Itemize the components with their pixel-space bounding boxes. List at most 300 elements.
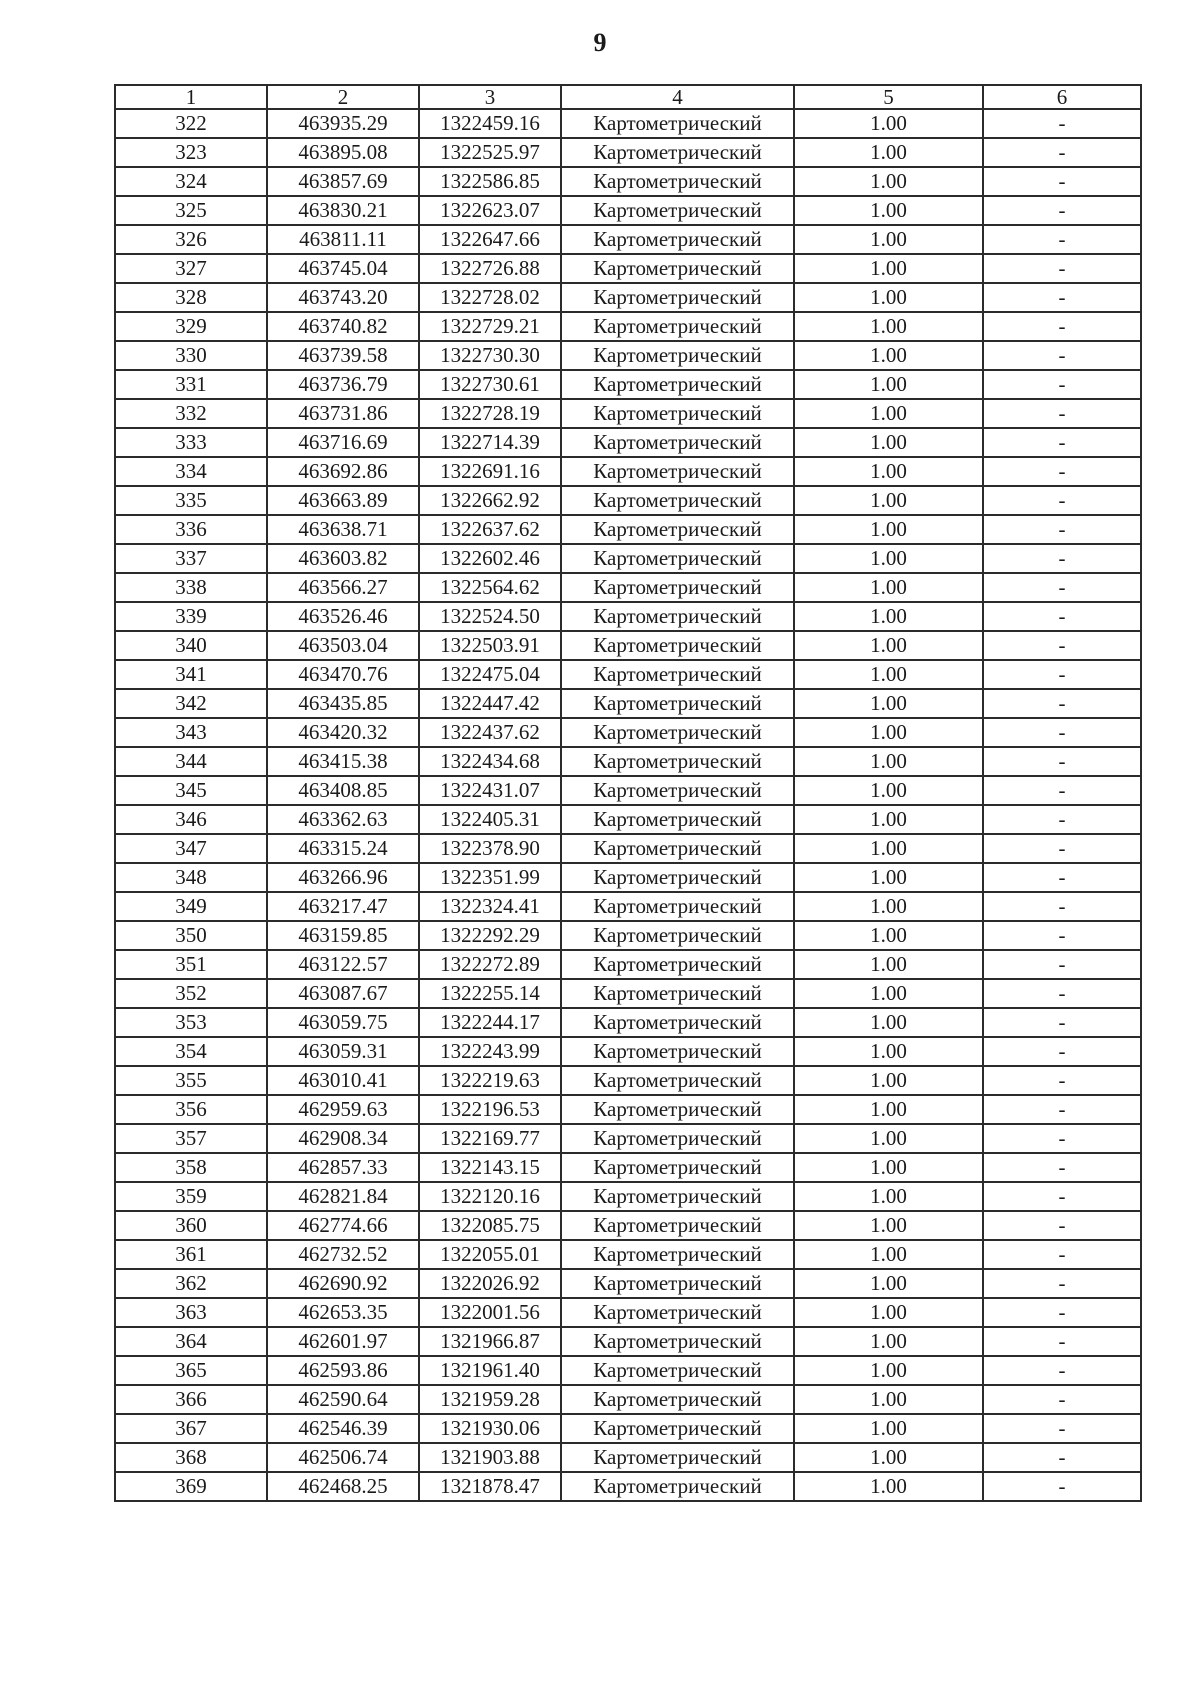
- table-row: [115, 689, 1141, 718]
- point-number-cell: 345: [115, 776, 267, 805]
- y-coordinate-cell: 1322730.30: [419, 341, 561, 370]
- y-coordinate-cell: 1322730.61: [419, 370, 561, 399]
- x-coordinate-cell: 463736.79: [267, 370, 419, 399]
- description-cell: -: [983, 921, 1141, 950]
- description-cell: -: [983, 225, 1141, 254]
- method-cell: Картометрический: [561, 370, 794, 399]
- y-coordinate-cell: 1322728.19: [419, 399, 561, 428]
- x-coordinate-cell: 462546.39: [267, 1414, 419, 1443]
- x-coordinate-cell: 463408.85: [267, 776, 419, 805]
- y-coordinate-cell: 1322564.62: [419, 573, 561, 602]
- x-coordinate-cell: 462468.25: [267, 1472, 419, 1501]
- accuracy-cell: 1.00: [794, 1153, 983, 1182]
- point-number-cell: 360: [115, 1211, 267, 1240]
- description-cell: -: [983, 573, 1141, 602]
- point-number-cell: 336: [115, 515, 267, 544]
- method-cell: Картометрический: [561, 1327, 794, 1356]
- column-header-3: 3: [419, 85, 561, 109]
- x-coordinate-cell: 463895.08: [267, 138, 419, 167]
- method-cell: Картометрический: [561, 863, 794, 892]
- accuracy-cell: 1.00: [794, 1414, 983, 1443]
- x-coordinate-cell: 462908.34: [267, 1124, 419, 1153]
- x-coordinate-cell: 462601.97: [267, 1327, 419, 1356]
- table-row: [115, 1356, 1141, 1385]
- point-number-cell: 349: [115, 892, 267, 921]
- method-cell: Картометрический: [561, 225, 794, 254]
- point-number-cell: 355: [115, 1066, 267, 1095]
- method-cell: Картометрический: [561, 138, 794, 167]
- table-row: [115, 1443, 1141, 1472]
- point-number-cell: 361: [115, 1240, 267, 1269]
- accuracy-cell: 1.00: [794, 1095, 983, 1124]
- accuracy-cell: 1.00: [794, 341, 983, 370]
- y-coordinate-cell: 1322728.02: [419, 283, 561, 312]
- y-coordinate-cell: 1322431.07: [419, 776, 561, 805]
- x-coordinate-cell: 463010.41: [267, 1066, 419, 1095]
- y-coordinate-cell: 1322459.16: [419, 109, 561, 138]
- accuracy-cell: 1.00: [794, 747, 983, 776]
- table-row: [115, 109, 1141, 138]
- x-coordinate-cell: 463663.89: [267, 486, 419, 515]
- description-cell: -: [983, 776, 1141, 805]
- y-coordinate-cell: 1321961.40: [419, 1356, 561, 1385]
- y-coordinate-cell: 1322272.89: [419, 950, 561, 979]
- description-cell: -: [983, 1095, 1141, 1124]
- table-row: [115, 950, 1141, 979]
- description-cell: -: [983, 805, 1141, 834]
- table-row: [115, 428, 1141, 457]
- table-row: [115, 283, 1141, 312]
- accuracy-cell: 1.00: [794, 1356, 983, 1385]
- page-number: 9: [593, 28, 607, 57]
- table-row: [115, 1008, 1141, 1037]
- method-cell: Картометрический: [561, 660, 794, 689]
- method-cell: Картометрический: [561, 1298, 794, 1327]
- table-row: [115, 1240, 1141, 1269]
- method-cell: Картометрический: [561, 1472, 794, 1501]
- y-coordinate-cell: 1322196.53: [419, 1095, 561, 1124]
- accuracy-cell: 1.00: [794, 370, 983, 399]
- y-coordinate-cell: 1322623.07: [419, 196, 561, 225]
- table-row: [115, 138, 1141, 167]
- x-coordinate-cell: 463526.46: [267, 602, 419, 631]
- method-cell: Картометрический: [561, 1414, 794, 1443]
- y-coordinate-cell: 1322637.62: [419, 515, 561, 544]
- accuracy-cell: 1.00: [794, 1327, 983, 1356]
- accuracy-cell: 1.00: [794, 1037, 983, 1066]
- table-row: [115, 254, 1141, 283]
- table-row: [115, 341, 1141, 370]
- method-cell: Картометрический: [561, 1269, 794, 1298]
- method-cell: Картометрический: [561, 979, 794, 1008]
- accuracy-cell: 1.00: [794, 1298, 983, 1327]
- y-coordinate-cell: 1322026.92: [419, 1269, 561, 1298]
- table-body: [115, 85, 1141, 1501]
- method-cell: Картометрический: [561, 109, 794, 138]
- table-row: [115, 834, 1141, 863]
- accuracy-cell: 1.00: [794, 776, 983, 805]
- accuracy-cell: 1.00: [794, 660, 983, 689]
- point-number-cell: 354: [115, 1037, 267, 1066]
- description-cell: -: [983, 1066, 1141, 1095]
- x-coordinate-cell: 462821.84: [267, 1182, 419, 1211]
- y-coordinate-cell: 1322243.99: [419, 1037, 561, 1066]
- x-coordinate-cell: 463470.76: [267, 660, 419, 689]
- accuracy-cell: 1.00: [794, 1008, 983, 1037]
- table-row: [115, 196, 1141, 225]
- method-cell: Картометрический: [561, 167, 794, 196]
- table-row: [115, 1095, 1141, 1124]
- y-coordinate-cell: 1322351.99: [419, 863, 561, 892]
- accuracy-cell: 1.00: [794, 1385, 983, 1414]
- point-number-cell: 322: [115, 109, 267, 138]
- method-cell: Картометрический: [561, 718, 794, 747]
- accuracy-cell: 1.00: [794, 196, 983, 225]
- y-coordinate-cell: 1322055.01: [419, 1240, 561, 1269]
- y-coordinate-cell: 1322292.29: [419, 921, 561, 950]
- table-row: [115, 1327, 1141, 1356]
- description-cell: -: [983, 979, 1141, 1008]
- accuracy-cell: 1.00: [794, 602, 983, 631]
- accuracy-cell: 1.00: [794, 631, 983, 660]
- point-number-cell: 353: [115, 1008, 267, 1037]
- x-coordinate-cell: 463435.85: [267, 689, 419, 718]
- table-row: [115, 1066, 1141, 1095]
- method-cell: Картометрический: [561, 312, 794, 341]
- accuracy-cell: 1.00: [794, 457, 983, 486]
- method-cell: Картометрический: [561, 573, 794, 602]
- description-cell: -: [983, 341, 1141, 370]
- method-cell: Картометрический: [561, 1443, 794, 1472]
- column-header-4: 4: [561, 85, 794, 109]
- point-number-cell: 366: [115, 1385, 267, 1414]
- accuracy-cell: 1.00: [794, 138, 983, 167]
- y-coordinate-cell: 1322219.63: [419, 1066, 561, 1095]
- accuracy-cell: 1.00: [794, 718, 983, 747]
- table-row: [115, 515, 1141, 544]
- accuracy-cell: 1.00: [794, 109, 983, 138]
- method-cell: Картометрический: [561, 1124, 794, 1153]
- description-cell: -: [983, 283, 1141, 312]
- x-coordinate-cell: 463159.85: [267, 921, 419, 950]
- method-cell: Картометрический: [561, 428, 794, 457]
- table-row: [115, 1124, 1141, 1153]
- description-cell: -: [983, 631, 1141, 660]
- description-cell: -: [983, 1240, 1141, 1269]
- method-cell: Картометрический: [561, 776, 794, 805]
- method-cell: Картометрический: [561, 1008, 794, 1037]
- y-coordinate-cell: 1321966.87: [419, 1327, 561, 1356]
- table-row: [115, 486, 1141, 515]
- method-cell: Картометрический: [561, 834, 794, 863]
- description-cell: -: [983, 1153, 1141, 1182]
- point-number-cell: 335: [115, 486, 267, 515]
- method-cell: Картометрический: [561, 805, 794, 834]
- method-cell: Картометрический: [561, 602, 794, 631]
- method-cell: Картометрический: [561, 399, 794, 428]
- accuracy-cell: 1.00: [794, 1240, 983, 1269]
- x-coordinate-cell: 463059.75: [267, 1008, 419, 1037]
- description-cell: -: [983, 254, 1141, 283]
- description-cell: -: [983, 312, 1141, 341]
- table-row: [115, 747, 1141, 776]
- description-cell: -: [983, 399, 1141, 428]
- description-cell: -: [983, 515, 1141, 544]
- table-row: [115, 167, 1141, 196]
- point-number-cell: 340: [115, 631, 267, 660]
- method-cell: Картометрический: [561, 1240, 794, 1269]
- accuracy-cell: 1.00: [794, 921, 983, 950]
- x-coordinate-cell: 462593.86: [267, 1356, 419, 1385]
- accuracy-cell: 1.00: [794, 399, 983, 428]
- point-number-cell: 332: [115, 399, 267, 428]
- x-coordinate-cell: 463743.20: [267, 283, 419, 312]
- y-coordinate-cell: 1321903.88: [419, 1443, 561, 1472]
- accuracy-cell: 1.00: [794, 805, 983, 834]
- x-coordinate-cell: 463266.96: [267, 863, 419, 892]
- x-coordinate-cell: 462959.63: [267, 1095, 419, 1124]
- description-cell: -: [983, 1037, 1141, 1066]
- accuracy-cell: 1.00: [794, 1182, 983, 1211]
- y-coordinate-cell: 1322726.88: [419, 254, 561, 283]
- description-cell: -: [983, 544, 1141, 573]
- table-row: [115, 979, 1141, 1008]
- table-row: [115, 863, 1141, 892]
- y-coordinate-cell: 1321878.47: [419, 1472, 561, 1501]
- x-coordinate-cell: 463603.82: [267, 544, 419, 573]
- description-cell: -: [983, 660, 1141, 689]
- point-number-cell: 365: [115, 1356, 267, 1385]
- description-cell: -: [983, 1269, 1141, 1298]
- y-coordinate-cell: 1322503.91: [419, 631, 561, 660]
- method-cell: Картометрический: [561, 1153, 794, 1182]
- y-coordinate-cell: 1322602.46: [419, 544, 561, 573]
- method-cell: Картометрический: [561, 921, 794, 950]
- description-cell: -: [983, 1443, 1141, 1472]
- coordinates-table: [114, 84, 1142, 1502]
- method-cell: Картометрический: [561, 457, 794, 486]
- accuracy-cell: 1.00: [794, 1211, 983, 1240]
- table-row: [115, 457, 1141, 486]
- point-number-cell: 325: [115, 196, 267, 225]
- point-number-cell: 324: [115, 167, 267, 196]
- accuracy-cell: 1.00: [794, 573, 983, 602]
- column-header-2: 2: [267, 85, 419, 109]
- y-coordinate-cell: 1322524.50: [419, 602, 561, 631]
- y-coordinate-cell: 1322085.75: [419, 1211, 561, 1240]
- point-number-cell: 369: [115, 1472, 267, 1501]
- x-coordinate-cell: 462590.64: [267, 1385, 419, 1414]
- accuracy-cell: 1.00: [794, 863, 983, 892]
- x-coordinate-cell: 463692.86: [267, 457, 419, 486]
- table-row: [115, 225, 1141, 254]
- description-cell: -: [983, 602, 1141, 631]
- description-cell: -: [983, 747, 1141, 776]
- y-coordinate-cell: 1322001.56: [419, 1298, 561, 1327]
- x-coordinate-cell: 463731.86: [267, 399, 419, 428]
- accuracy-cell: 1.00: [794, 892, 983, 921]
- x-coordinate-cell: 463420.32: [267, 718, 419, 747]
- point-number-cell: 358: [115, 1153, 267, 1182]
- description-cell: -: [983, 1182, 1141, 1211]
- point-number-cell: 356: [115, 1095, 267, 1124]
- table-row: [115, 805, 1141, 834]
- accuracy-cell: 1.00: [794, 834, 983, 863]
- y-coordinate-cell: 1322405.31: [419, 805, 561, 834]
- method-cell: Картометрический: [561, 515, 794, 544]
- accuracy-cell: 1.00: [794, 1066, 983, 1095]
- description-cell: -: [983, 863, 1141, 892]
- point-number-cell: 368: [115, 1443, 267, 1472]
- y-coordinate-cell: 1322647.66: [419, 225, 561, 254]
- description-cell: -: [983, 689, 1141, 718]
- description-cell: -: [983, 370, 1141, 399]
- y-coordinate-cell: 1322525.97: [419, 138, 561, 167]
- point-number-cell: 339: [115, 602, 267, 631]
- x-coordinate-cell: 463566.27: [267, 573, 419, 602]
- point-number-cell: 367: [115, 1414, 267, 1443]
- description-cell: -: [983, 950, 1141, 979]
- x-coordinate-cell: 462774.66: [267, 1211, 419, 1240]
- method-cell: Картометрический: [561, 1211, 794, 1240]
- description-cell: -: [983, 1356, 1141, 1385]
- point-number-cell: 342: [115, 689, 267, 718]
- x-coordinate-cell: 463638.71: [267, 515, 419, 544]
- description-cell: -: [983, 428, 1141, 457]
- x-coordinate-cell: 463122.57: [267, 950, 419, 979]
- method-cell: Картометрический: [561, 1095, 794, 1124]
- method-cell: Картометрический: [561, 1066, 794, 1095]
- point-number-cell: 363: [115, 1298, 267, 1327]
- method-cell: Картометрический: [561, 747, 794, 776]
- description-cell: -: [983, 1414, 1141, 1443]
- column-header-5: 5: [794, 85, 983, 109]
- method-cell: Картометрический: [561, 254, 794, 283]
- y-coordinate-cell: 1322662.92: [419, 486, 561, 515]
- accuracy-cell: 1.00: [794, 544, 983, 573]
- accuracy-cell: 1.00: [794, 1269, 983, 1298]
- column-header-6: 6: [983, 85, 1141, 109]
- y-coordinate-cell: 1322244.17: [419, 1008, 561, 1037]
- description-cell: -: [983, 1472, 1141, 1501]
- point-number-cell: 350: [115, 921, 267, 950]
- point-number-cell: 359: [115, 1182, 267, 1211]
- y-coordinate-cell: 1322120.16: [419, 1182, 561, 1211]
- method-cell: Картометрический: [561, 950, 794, 979]
- point-number-cell: 330: [115, 341, 267, 370]
- x-coordinate-cell: 463217.47: [267, 892, 419, 921]
- point-number-cell: 337: [115, 544, 267, 573]
- x-coordinate-cell: 463415.38: [267, 747, 419, 776]
- point-number-cell: 347: [115, 834, 267, 863]
- table-row: [115, 312, 1141, 341]
- x-coordinate-cell: 463315.24: [267, 834, 419, 863]
- x-coordinate-cell: 463745.04: [267, 254, 419, 283]
- y-coordinate-cell: 1322434.68: [419, 747, 561, 776]
- description-cell: -: [983, 109, 1141, 138]
- description-cell: -: [983, 1124, 1141, 1153]
- point-number-cell: 344: [115, 747, 267, 776]
- point-number-cell: 348: [115, 863, 267, 892]
- x-coordinate-cell: 462653.35: [267, 1298, 419, 1327]
- description-cell: -: [983, 167, 1141, 196]
- y-coordinate-cell: 1322378.90: [419, 834, 561, 863]
- point-number-cell: 323: [115, 138, 267, 167]
- y-coordinate-cell: 1321930.06: [419, 1414, 561, 1443]
- description-cell: -: [983, 834, 1141, 863]
- table-row: [115, 1472, 1141, 1501]
- accuracy-cell: 1.00: [794, 1472, 983, 1501]
- description-cell: -: [983, 892, 1141, 921]
- y-coordinate-cell: 1322691.16: [419, 457, 561, 486]
- x-coordinate-cell: 463739.58: [267, 341, 419, 370]
- description-cell: -: [983, 718, 1141, 747]
- table-row: [115, 1269, 1141, 1298]
- accuracy-cell: 1.00: [794, 689, 983, 718]
- description-cell: -: [983, 138, 1141, 167]
- table-row: [115, 776, 1141, 805]
- accuracy-cell: 1.00: [794, 950, 983, 979]
- accuracy-cell: 1.00: [794, 515, 983, 544]
- accuracy-cell: 1.00: [794, 486, 983, 515]
- accuracy-cell: 1.00: [794, 254, 983, 283]
- description-cell: -: [983, 1327, 1141, 1356]
- table-row: [115, 1298, 1141, 1327]
- table-row: [115, 544, 1141, 573]
- description-cell: -: [983, 486, 1141, 515]
- point-number-cell: 343: [115, 718, 267, 747]
- accuracy-cell: 1.00: [794, 225, 983, 254]
- point-number-cell: 326: [115, 225, 267, 254]
- point-number-cell: 329: [115, 312, 267, 341]
- x-coordinate-cell: 463087.67: [267, 979, 419, 1008]
- accuracy-cell: 1.00: [794, 979, 983, 1008]
- accuracy-cell: 1.00: [794, 312, 983, 341]
- column-header-1: 1: [115, 85, 267, 109]
- method-cell: Картометрический: [561, 1356, 794, 1385]
- point-number-cell: 357: [115, 1124, 267, 1153]
- method-cell: Картометрический: [561, 1037, 794, 1066]
- method-cell: Картометрический: [561, 283, 794, 312]
- y-coordinate-cell: 1321959.28: [419, 1385, 561, 1414]
- table-header-row: [115, 85, 1141, 109]
- x-coordinate-cell: 463830.21: [267, 196, 419, 225]
- x-coordinate-cell: 462857.33: [267, 1153, 419, 1182]
- method-cell: Картометрический: [561, 486, 794, 515]
- description-cell: -: [983, 1385, 1141, 1414]
- y-coordinate-cell: 1322475.04: [419, 660, 561, 689]
- table-row: [115, 660, 1141, 689]
- table-row: [115, 573, 1141, 602]
- table-row: [115, 1414, 1141, 1443]
- description-cell: -: [983, 1211, 1141, 1240]
- x-coordinate-cell: 463857.69: [267, 167, 419, 196]
- description-cell: -: [983, 1298, 1141, 1327]
- point-number-cell: 331: [115, 370, 267, 399]
- x-coordinate-cell: 462690.92: [267, 1269, 419, 1298]
- y-coordinate-cell: 1322447.42: [419, 689, 561, 718]
- point-number-cell: 328: [115, 283, 267, 312]
- y-coordinate-cell: 1322729.21: [419, 312, 561, 341]
- accuracy-cell: 1.00: [794, 1443, 983, 1472]
- method-cell: Картометрический: [561, 689, 794, 718]
- table-row: [115, 1153, 1141, 1182]
- description-cell: -: [983, 1008, 1141, 1037]
- description-cell: -: [983, 196, 1141, 225]
- table-row: [115, 718, 1141, 747]
- accuracy-cell: 1.00: [794, 167, 983, 196]
- table-row: [115, 399, 1141, 428]
